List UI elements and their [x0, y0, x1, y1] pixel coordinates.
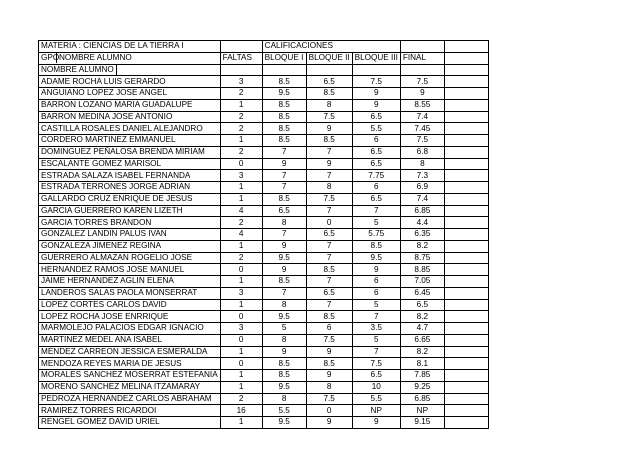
faltas-cell[interactable]: 2	[220, 252, 262, 264]
student-row	[39, 76, 489, 88]
empty-cell[interactable]	[306, 64, 352, 76]
bloque2-cell[interactable]: 7	[306, 146, 352, 158]
bloque2-cell[interactable]: 7.5	[306, 193, 352, 205]
empty-cell[interactable]	[444, 346, 488, 358]
bloque2-cell[interactable]: 8.5	[306, 135, 352, 147]
calificaciones-cell[interactable]: CALIFICACIONES	[262, 41, 400, 53]
bloque3-cell[interactable]: 6	[352, 182, 400, 194]
student-name-cell[interactable]: ESTRADA SALAZA ISABEL FERNANDA	[39, 170, 221, 182]
header-row-nombre	[39, 64, 489, 76]
empty-cell[interactable]	[444, 193, 488, 205]
empty-cell[interactable]	[444, 99, 488, 111]
bloque3-cell[interactable]: 6.5	[352, 193, 400, 205]
student-name-cell[interactable]: BARRON LOZANO MARIA GUADALUPE	[39, 99, 221, 111]
empty-cell[interactable]	[444, 123, 488, 135]
bloque1-cell[interactable]: 9	[262, 346, 306, 358]
final-cell[interactable]: 4.7	[400, 323, 444, 335]
final-cell[interactable]: 8.75	[400, 252, 444, 264]
faltas-cell[interactable]: 2	[220, 146, 262, 158]
bloque1-cell[interactable]: 9	[262, 240, 306, 252]
student-row	[39, 311, 489, 323]
bloque1-cell[interactable]: 8.5	[262, 135, 306, 147]
final-cell[interactable]: 7.05	[400, 276, 444, 288]
bloque2-cell[interactable]: 9	[306, 123, 352, 135]
student-name-cell[interactable]: GARCIA GUERRERO KAREN LIZETH	[39, 205, 221, 217]
student-name-cell[interactable]: MORENO SANCHEZ MELINA ITZAMARAY	[39, 381, 221, 393]
empty-cell[interactable]	[444, 64, 488, 76]
empty-cell[interactable]	[444, 170, 488, 182]
student-row	[39, 158, 489, 170]
empty-cell[interactable]	[444, 299, 488, 311]
bloque1-cell[interactable]: 8.5	[262, 76, 306, 88]
empty-cell[interactable]	[444, 158, 488, 170]
empty-cell[interactable]	[444, 334, 488, 346]
bloque3-cell[interactable]: 6	[352, 276, 400, 288]
student-name-cell[interactable]: ANGUIANO LOPEZ JOSE ANGEL	[39, 88, 221, 100]
final-cell[interactable]: 6.5	[400, 299, 444, 311]
bloque1-cell[interactable]: 8.5	[262, 99, 306, 111]
student-name-cell[interactable]: GALLARDO CRUZ ENRIQUE DE JESUS	[39, 193, 221, 205]
faltas-cell[interactable]: 0	[220, 311, 262, 323]
faltas-cell[interactable]: 0	[220, 358, 262, 370]
bloque1-cell[interactable]: 9.5	[262, 417, 306, 429]
bloque1-cell[interactable]: 9.5	[262, 252, 306, 264]
empty-cell[interactable]	[262, 64, 306, 76]
faltas-cell[interactable]: 2	[220, 88, 262, 100]
student-row	[39, 287, 489, 299]
empty-cell[interactable]	[444, 264, 488, 276]
faltas-cell[interactable]: 2	[220, 217, 262, 229]
student-name-cell[interactable]: LOPEZ CORTES CARLOS DAVID	[39, 299, 221, 311]
bloque2-cell[interactable]: 7	[306, 299, 352, 311]
student-name-cell[interactable]: CASTILLA ROSALES DANIEL ALEJANDRO	[39, 123, 221, 135]
bloque3-cell[interactable]: 8.5	[352, 240, 400, 252]
student-row	[39, 334, 489, 346]
empty-cell[interactable]	[444, 229, 488, 241]
bloque2-cell[interactable]: 9	[306, 346, 352, 358]
bloque2-cell[interactable]: 8	[306, 99, 352, 111]
faltas-cell[interactable]: 1	[220, 182, 262, 194]
student-row	[39, 381, 489, 393]
empty-cell[interactable]	[444, 146, 488, 158]
bloque2-cell[interactable]: 7.5	[306, 111, 352, 123]
student-row	[39, 88, 489, 100]
final-header[interactable]: FINAL	[400, 52, 444, 64]
empty-cell[interactable]	[444, 88, 488, 100]
bloque3-cell[interactable]: 6	[352, 287, 400, 299]
final-cell[interactable]: 9.15	[400, 417, 444, 429]
final-cell[interactable]: 7.4	[400, 111, 444, 123]
bloque3-cell[interactable]: 9	[352, 264, 400, 276]
bloque1-cell[interactable]: 8.5	[262, 276, 306, 288]
empty-cell[interactable]	[400, 41, 444, 53]
gpo-label: GPO	[41, 53, 60, 63]
bloque1-cell[interactable]: 9.5	[262, 381, 306, 393]
final-cell[interactable]: 7.5	[400, 76, 444, 88]
nombre-alumno-label: NOMBRE ALUMNO	[59, 53, 132, 63]
final-cell[interactable]: 8.85	[400, 264, 444, 276]
student-name-cell[interactable]: MARMOLEJO PALACIOS EDGAR IGNACIO	[39, 323, 221, 335]
empty-cell[interactable]	[444, 205, 488, 217]
student-row	[39, 370, 489, 382]
faltas-cell[interactable]: 3	[220, 170, 262, 182]
faltas-cell[interactable]: 1	[220, 299, 262, 311]
header-row-materia	[39, 41, 489, 53]
nombre-alumno-row-label: NOMBRE ALUMNO	[39, 65, 117, 75]
bloque3-cell[interactable]: 7	[352, 311, 400, 323]
final-cell[interactable]: 8	[400, 158, 444, 170]
empty-cell[interactable]	[444, 111, 488, 123]
student-name-cell[interactable]: MORALES SANCHEZ MOSERRAT ESTEFANIA	[39, 370, 221, 382]
bloque1-cell[interactable]: 7	[262, 170, 306, 182]
student-name-cell[interactable]: RAMIREZ TORRES RICARDOI	[39, 405, 221, 417]
bloque2-cell[interactable]: 8.5	[306, 88, 352, 100]
bloque2-cell[interactable]: 7	[306, 240, 352, 252]
student-name-cell[interactable]: LOPEZ ROCHA JOSE ENRRIQUE	[39, 311, 221, 323]
empty-cell[interactable]	[444, 41, 488, 53]
bloque3-cell[interactable]: 9	[352, 417, 400, 429]
final-cell[interactable]: 6.65	[400, 334, 444, 346]
nombre-alumno-row-cell[interactable]	[39, 64, 221, 76]
student-row	[39, 99, 489, 111]
bloque3-cell[interactable]: 9	[352, 99, 400, 111]
student-row	[39, 111, 489, 123]
bloque2-cell[interactable]: 6.5	[306, 229, 352, 241]
final-cell[interactable]: 6.85	[400, 205, 444, 217]
bloque3-cell[interactable]: 5.5	[352, 123, 400, 135]
faltas-cell[interactable]: 1	[220, 193, 262, 205]
final-cell[interactable]: 6.9	[400, 182, 444, 194]
bloque3-cell[interactable]: 3.5	[352, 323, 400, 335]
final-cell[interactable]: 7.4	[400, 193, 444, 205]
header-row-columns	[39, 52, 489, 64]
bloque1-cell[interactable]: 8.5	[262, 123, 306, 135]
bloque1-cell[interactable]: 5	[262, 323, 306, 335]
faltas-cell[interactable]: 4	[220, 205, 262, 217]
bloque1-cell[interactable]: 5.5	[262, 405, 306, 417]
faltas-cell[interactable]: 1	[220, 99, 262, 111]
bloque3-cell[interactable]: 7.75	[352, 170, 400, 182]
bloque3-cell[interactable]: 9.5	[352, 252, 400, 264]
final-cell[interactable]: 8.1	[400, 358, 444, 370]
empty-cell[interactable]	[444, 135, 488, 147]
faltas-cell[interactable]: 3	[220, 287, 262, 299]
student-name-cell[interactable]: GARCIA TORRES BRANDON	[39, 217, 221, 229]
faltas-cell[interactable]: 1	[220, 370, 262, 382]
student-row	[39, 276, 489, 288]
empty-cell[interactable]	[444, 381, 488, 393]
student-name-cell[interactable]: ESCALANTE GOMEZ MARISOL	[39, 158, 221, 170]
bloque1-cell[interactable]: 8.5	[262, 370, 306, 382]
student-row	[39, 264, 489, 276]
student-name-cell[interactable]: DOMINGUEZ PEÑALOSA BRENDA MIRIAM	[39, 146, 221, 158]
bloque2-cell[interactable]: 8	[306, 381, 352, 393]
student-name-cell[interactable]: GUERRERO ALMAZAN ROGELIO JOSE	[39, 252, 221, 264]
bloque2-cell[interactable]: 7	[306, 276, 352, 288]
bloque2-cell[interactable]: 8.5	[306, 264, 352, 276]
bloque3-header[interactable]: BLOQUE III	[352, 52, 400, 64]
bloque2-cell[interactable]: 6	[306, 323, 352, 335]
student-row	[39, 170, 489, 182]
bloque1-cell[interactable]: 7	[262, 287, 306, 299]
final-cell[interactable]: 7.45	[400, 123, 444, 135]
empty-cell[interactable]	[444, 276, 488, 288]
faltas-cell[interactable]: 1	[220, 135, 262, 147]
bloque3-cell[interactable]: NP	[352, 405, 400, 417]
bloque1-cell[interactable]: 6.5	[262, 205, 306, 217]
empty-cell[interactable]	[444, 217, 488, 229]
bloque3-cell[interactable]: 6.5	[352, 370, 400, 382]
gpo-nombre-cell[interactable]	[39, 52, 221, 64]
bloque3-cell[interactable]: 6	[352, 135, 400, 147]
student-row	[39, 146, 489, 158]
faltas-cell[interactable]: 1	[220, 417, 262, 429]
bloque3-cell[interactable]: 5	[352, 299, 400, 311]
bloque3-cell[interactable]: 7.5	[352, 76, 400, 88]
student-name-cell[interactable]: JAIME HERNANDEZ AGLIN ELENA	[39, 276, 221, 288]
bloque3-cell[interactable]: 7	[352, 205, 400, 217]
empty-cell[interactable]	[220, 41, 262, 53]
empty-cell[interactable]	[444, 52, 488, 64]
empty-cell[interactable]	[444, 358, 488, 370]
student-name-cell[interactable]: MENDEZ CARREON JESSICA ESMERALDA	[39, 346, 221, 358]
bloque3-cell[interactable]: 6.5	[352, 146, 400, 158]
bloque1-cell[interactable]: 8.5	[262, 111, 306, 123]
faltas-cell[interactable]: 3	[220, 76, 262, 88]
student-row	[39, 229, 489, 241]
faltas-cell[interactable]: 1	[220, 346, 262, 358]
bloque2-cell[interactable]: 7	[306, 252, 352, 264]
student-row	[39, 182, 489, 194]
student-name-cell[interactable]: BARRON MEDINA JOSE ANTONIO	[39, 111, 221, 123]
final-cell[interactable]: 7.5	[400, 135, 444, 147]
student-name-cell[interactable]: PEDROZA HERNANDEZ CARLOS ABRAHAM	[39, 393, 221, 405]
faltas-cell[interactable]: 2	[220, 111, 262, 123]
student-name-cell[interactable]: GONZALEZ LANDIN PALUS IVAN	[39, 229, 221, 241]
bloque3-cell[interactable]: 6.5	[352, 158, 400, 170]
student-row	[39, 358, 489, 370]
bloque3-cell[interactable]: 5.5	[352, 393, 400, 405]
final-cell[interactable]: 8.2	[400, 240, 444, 252]
bloque2-cell[interactable]: 9	[306, 370, 352, 382]
bloque1-cell[interactable]: 8.5	[262, 358, 306, 370]
bloque1-cell[interactable]: 9.5	[262, 88, 306, 100]
student-row	[39, 193, 489, 205]
empty-cell[interactable]	[444, 311, 488, 323]
student-row	[39, 205, 489, 217]
bloque3-cell[interactable]: 5	[352, 334, 400, 346]
final-cell[interactable]: 6.45	[400, 287, 444, 299]
bloque3-cell[interactable]: 10	[352, 381, 400, 393]
bloque2-cell[interactable]: 0	[306, 405, 352, 417]
student-row	[39, 252, 489, 264]
bloque1-cell[interactable]: 8	[262, 217, 306, 229]
student-name-cell[interactable]: MARTINEZ MEDEL ANA ISABEL	[39, 334, 221, 346]
final-cell[interactable]: 9.25	[400, 381, 444, 393]
bloque2-cell[interactable]: 7	[306, 170, 352, 182]
bloque1-cell[interactable]: 8	[262, 334, 306, 346]
student-row	[39, 299, 489, 311]
bloque1-cell[interactable]: 8	[262, 299, 306, 311]
empty-cell[interactable]	[444, 417, 488, 429]
final-cell[interactable]: 8.55	[400, 99, 444, 111]
student-name-cell[interactable]: ADAME ROCHA LUIS GERARDO	[39, 76, 221, 88]
faltas-cell[interactable]: 2	[220, 393, 262, 405]
bloque3-cell[interactable]: 9	[352, 88, 400, 100]
student-row	[39, 346, 489, 358]
faltas-cell[interactable]: 1	[220, 381, 262, 393]
bloque2-cell[interactable]: 9	[306, 158, 352, 170]
faltas-cell[interactable]: 2	[220, 123, 262, 135]
bloque2-cell[interactable]: 8.5	[306, 311, 352, 323]
final-cell[interactable]: 9	[400, 88, 444, 100]
student-name-cell[interactable]: GONZALEZA JIMENEZ REGINA	[39, 240, 221, 252]
faltas-cell[interactable]: 1	[220, 240, 262, 252]
bloque1-cell[interactable]: 9.5	[262, 311, 306, 323]
bloque3-cell[interactable]: 7	[352, 346, 400, 358]
student-row	[39, 217, 489, 229]
student-row	[39, 123, 489, 135]
empty-cell[interactable]	[444, 287, 488, 299]
empty-cell[interactable]	[444, 393, 488, 405]
bloque1-header[interactable]: BLOQUE I	[262, 52, 306, 64]
student-row	[39, 240, 489, 252]
bloque3-cell[interactable]: 5.75	[352, 229, 400, 241]
grades-table	[38, 40, 489, 429]
student-name-cell[interactable]: LANDEROS SALAS PAOLA MONSERRAT	[39, 287, 221, 299]
faltas-cell[interactable]: 4	[220, 229, 262, 241]
empty-cell[interactable]	[444, 182, 488, 194]
bloque2-cell[interactable]: 7.5	[306, 393, 352, 405]
bloque3-cell[interactable]: 7.5	[352, 358, 400, 370]
bloque1-cell[interactable]: 9	[262, 264, 306, 276]
final-cell[interactable]: 6.35	[400, 229, 444, 241]
final-cell[interactable]: 6.85	[400, 393, 444, 405]
bloque1-cell[interactable]: 7	[262, 182, 306, 194]
final-cell[interactable]: 8.2	[400, 346, 444, 358]
empty-cell[interactable]	[220, 64, 262, 76]
empty-cell[interactable]	[444, 76, 488, 88]
final-cell[interactable]: 6.8	[400, 146, 444, 158]
bloque2-cell[interactable]: 6.5	[306, 287, 352, 299]
bloque2-header[interactable]: BLOQUE II	[306, 52, 352, 64]
bloque2-cell[interactable]: 8	[306, 182, 352, 194]
faltas-cell[interactable]: 0	[220, 264, 262, 276]
student-row	[39, 135, 489, 147]
student-row	[39, 323, 489, 335]
student-row	[39, 405, 489, 417]
empty-cell[interactable]	[444, 370, 488, 382]
student-row	[39, 393, 489, 405]
empty-cell[interactable]	[444, 323, 488, 335]
bloque2-cell[interactable]: 0	[306, 217, 352, 229]
bloque2-cell[interactable]: 7.5	[306, 334, 352, 346]
empty-cell[interactable]	[444, 252, 488, 264]
bloque2-cell[interactable]: 7	[306, 205, 352, 217]
final-cell[interactable]: 7.3	[400, 170, 444, 182]
faltas-cell[interactable]: 16	[220, 405, 262, 417]
student-row	[39, 417, 489, 429]
bloque1-cell[interactable]: 7	[262, 229, 306, 241]
final-cell[interactable]: 4.4	[400, 217, 444, 229]
bloque1-cell[interactable]: 9	[262, 158, 306, 170]
faltas-cell[interactable]: 0	[220, 158, 262, 170]
student-name-cell[interactable]: ESTRADA TERRONES JORGE ADRIAN	[39, 182, 221, 194]
empty-cell[interactable]	[444, 405, 488, 417]
student-name-cell[interactable]: HERNANDEZ RAMOS JOSE MANUEL	[39, 264, 221, 276]
bloque2-cell[interactable]: 6.5	[306, 76, 352, 88]
bloque2-cell[interactable]: 9	[306, 417, 352, 429]
bloque3-cell[interactable]: 6.5	[352, 111, 400, 123]
student-name-cell[interactable]: RENGEL GOMEZ DAVID URIEL	[39, 417, 221, 429]
grades-table-body	[39, 41, 489, 429]
student-name-cell[interactable]: CORDERO MARTINEZ EMMANUEL	[39, 135, 221, 147]
final-cell[interactable]: NP	[400, 405, 444, 417]
bloque1-cell[interactable]: 8	[262, 393, 306, 405]
bloque1-cell[interactable]: 7	[262, 146, 306, 158]
bloque3-cell[interactable]: 5	[352, 217, 400, 229]
faltas-cell[interactable]: 0	[220, 334, 262, 346]
faltas-cell[interactable]: 1	[220, 276, 262, 288]
bloque1-cell[interactable]: 8.5	[262, 193, 306, 205]
empty-cell[interactable]	[352, 64, 400, 76]
faltas-cell[interactable]: 3	[220, 323, 262, 335]
student-name-cell[interactable]: MENDOZA REYES MARIA DE JESUS	[39, 358, 221, 370]
empty-cell[interactable]	[400, 64, 444, 76]
empty-cell[interactable]	[444, 240, 488, 252]
final-cell[interactable]: 8.2	[400, 311, 444, 323]
bloque2-cell[interactable]: 8.5	[306, 358, 352, 370]
materia-cell[interactable]: MATERIA : CIENCIAS DE LA TIERRA I	[39, 41, 221, 53]
faltas-header[interactable]: FALTAS	[220, 52, 262, 64]
final-cell[interactable]: 7.85	[400, 370, 444, 382]
